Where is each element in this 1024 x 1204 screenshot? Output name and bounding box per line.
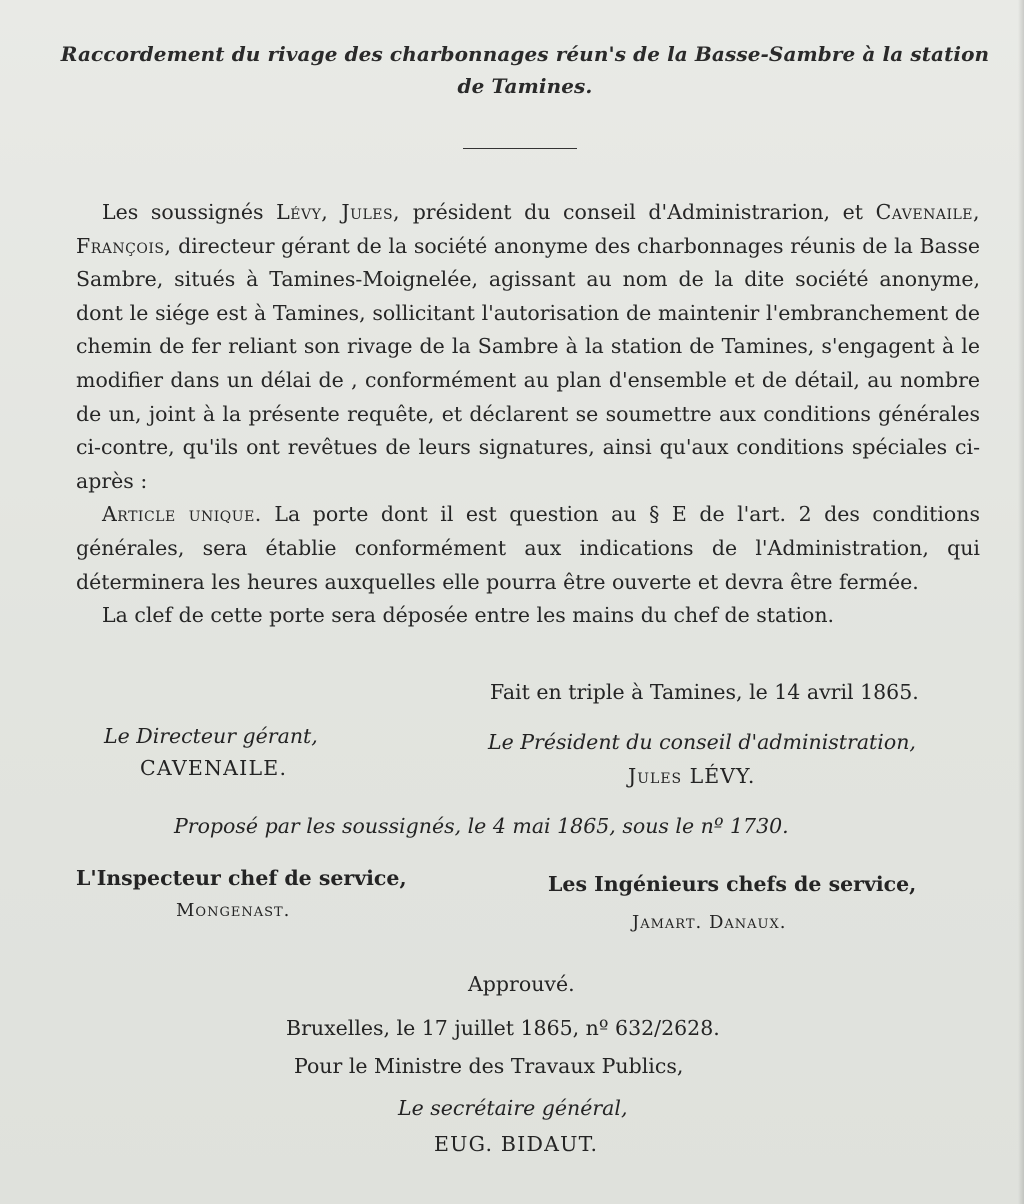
director-name: CAVENAILE. <box>140 756 288 780</box>
document-body <box>76 196 980 633</box>
request-role-president: président du conseil d'Administrarion, et <box>412 200 864 224</box>
approval-heading: Approuvé. <box>468 972 575 996</box>
title-separator-rule <box>463 148 577 149</box>
president-role: Le Président du conseil d'administration, <box>488 730 916 754</box>
document-title: Raccordement du rivage des charbonnages réun's de la Basse-Sambre à la station de Tamines. <box>60 42 990 98</box>
engineers-names: Jamart. Danaux. <box>632 912 787 933</box>
approval-secretary-name: EUG. BIDAUT. <box>434 1132 599 1156</box>
request-body: directeur gérant de la société anonyme des charbonnages réunis de la Basse Sambre, situés à Tamines-Moignelée, agissant au nom de la dite société anonyme, dont le siége est à Tamines, sollicitant l'autorisation de maintenir l'embranchement de chemin de fer reliant son rivage de la Sambre à la station de Tamines, s'engagent à le modifier dans un délai de , conformément au plan d'ensemble et de détail, au nombre de un, joint à la présente requête, et déclarent se soumettre aux conditions générales ci-contre, qu'ils ont revêtues de leurs signatures, ainsi qu'aux conditions spéciales ci-après : <box>76 233 980 493</box>
request-intro: Les soussignés <box>102 200 264 224</box>
article-paragraph <box>76 498 980 599</box>
request-paragraph <box>76 196 980 498</box>
signatory-name-cavenaile: Cavenaile, François, <box>76 200 981 258</box>
director-role: Le Directeur gérant, <box>104 724 318 748</box>
key-paragraph: La clef de cette porte sera déposée entre les mains du chef de station. <box>102 603 835 628</box>
fait-line: Fait en triple à Tamines, le 14 avril 1865. <box>490 680 919 704</box>
approval-secretary-role: Le secrétaire général, <box>398 1096 628 1120</box>
approval-place-date: Bruxelles, le 17 juillet 1865, nº 632/2628. <box>286 1016 720 1040</box>
article-text: La porte dont il est question au § E de l'art. 2 des conditions générales, sera établie conformément aux indications de l'Administration, qui déterminera les heures auxquelles elle pourra être ouverte et devra être fermée. <box>76 502 980 594</box>
article-label: Article unique. <box>102 502 262 527</box>
page-edge-shadow <box>1018 0 1024 1204</box>
inspector-role: L'Inspecteur chef de service, <box>76 866 407 890</box>
engineers-role: Les Ingénieurs chefs de service, <box>548 872 917 896</box>
approval-minister: Pour le Ministre des Travaux Publics, <box>294 1054 684 1078</box>
inspector-name: Mongenast. <box>176 900 291 921</box>
signatory-name-levy: Lévy, Jules, <box>276 200 401 224</box>
proposal-line: Proposé par les soussignés, le 4 mai 1865, sous le nº 1730. <box>174 814 789 838</box>
president-name: Jules LÉVY. <box>628 764 756 788</box>
